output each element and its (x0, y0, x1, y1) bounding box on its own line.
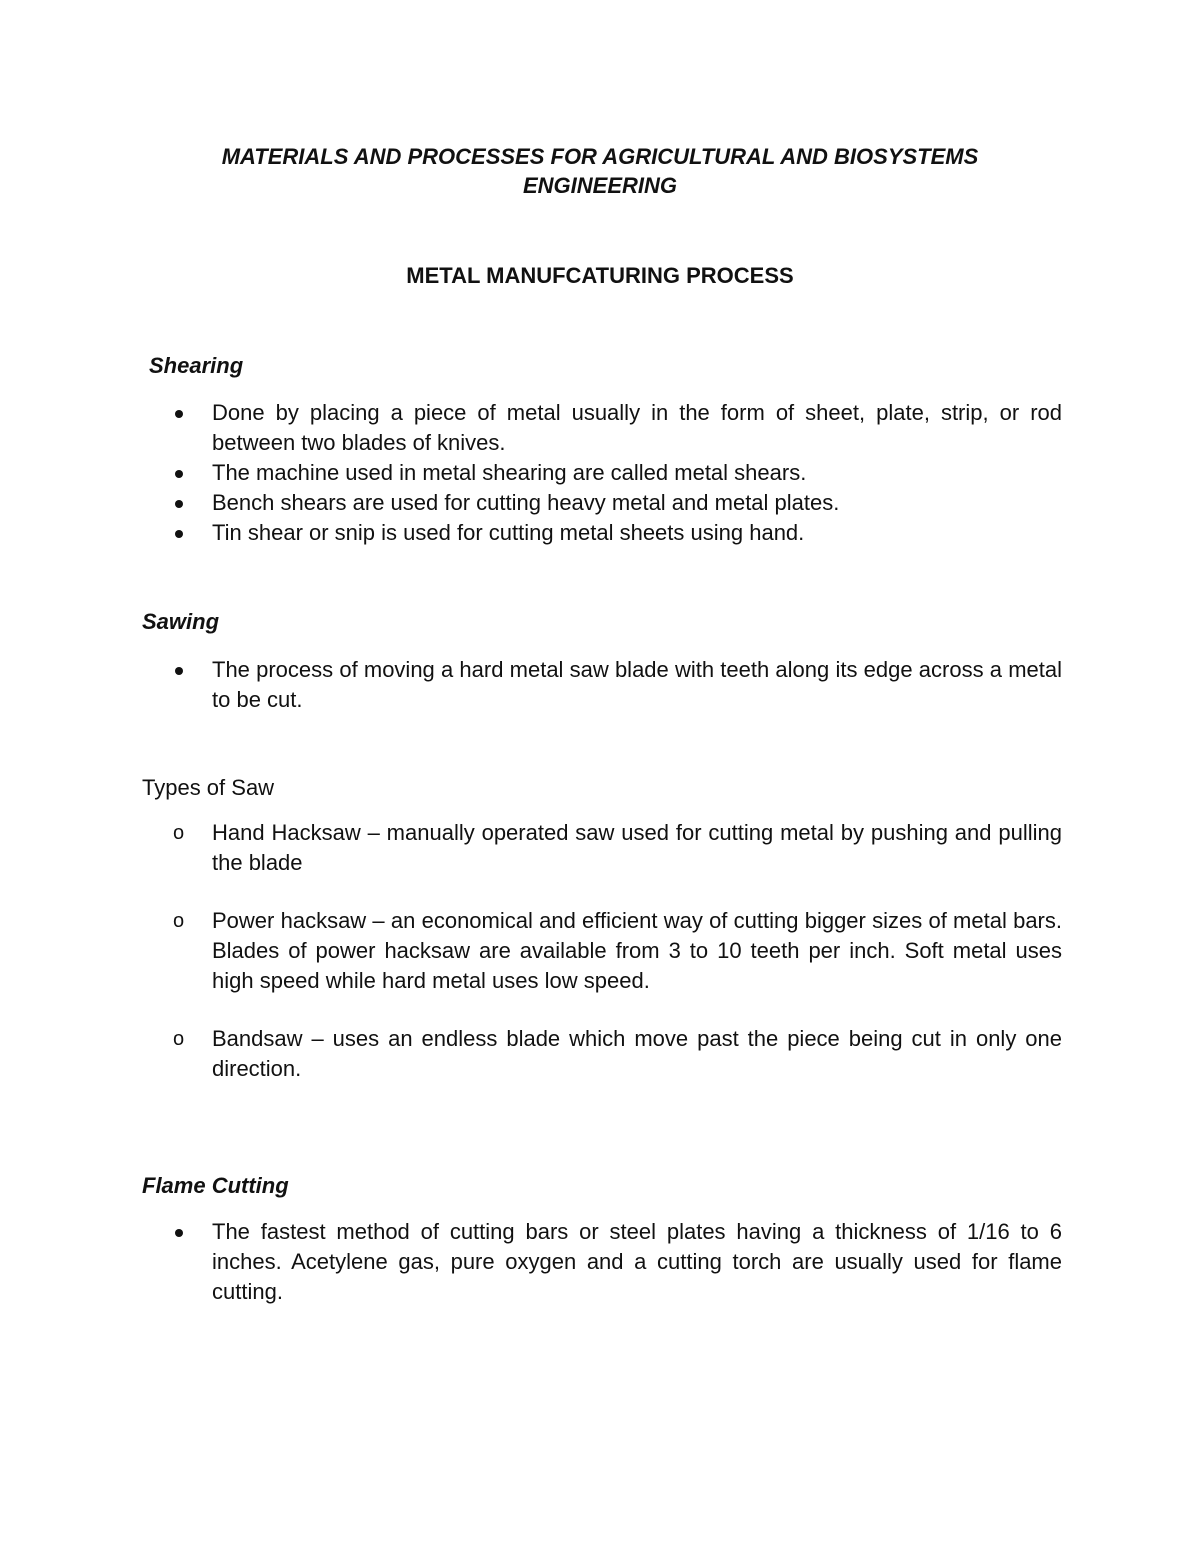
types-of-saw-list (164, 818, 1062, 1084)
document-title-line-1: MATERIALS AND PROCESSES FOR AGRICULTURAL AND BIOSYSTEMS (221, 144, 979, 169)
list-item: o Bandsaw – uses an endless blade which move past the piece being cut in only one direction. (173, 1026, 1062, 1081)
sawing-heading: Sawing (142, 609, 220, 634)
shearing-list (164, 398, 1062, 548)
list-item: Done by placing a piece of metal usually in the form of sheet, plate, strip, or rod between two blades of knives. (164, 398, 1062, 458)
flame-cutting-list (164, 1217, 1062, 1307)
list-item: o Hand Hacksaw – manually operated saw used for cutting metal by pushing and pulling the blade (173, 820, 1062, 875)
list-item: o Power hacksaw – an economical and efficient way of cutting bigger sizes of metal bars. Blades of power hacksaw are available from 3 to 10 teeth per inch. Soft metal uses high speed while hard metal uses low speed. (173, 908, 1062, 993)
bullet-icon (175, 500, 183, 508)
flame-cutting-heading: Flame Cutting (142, 1173, 289, 1198)
circle-bullet-icon: o (173, 910, 185, 932)
circle-bullet-icon: o (173, 1028, 185, 1050)
list-item: Bench shears are used for cutting heavy metal and metal plates. (164, 488, 1062, 518)
bullet-icon (175, 410, 183, 418)
sawing-list (164, 655, 1062, 715)
bullet-icon (175, 470, 183, 478)
list-item: The fastest method of cutting bars or steel plates having a thickness of 1/16 to 6 inches. Acetylene gas, pure oxygen and a cutting torch are usually used for flame cutting. (164, 1217, 1062, 1307)
document-title (140, 142, 1060, 200)
shearing-heading: Shearing (149, 353, 244, 378)
bullet-icon (175, 667, 183, 675)
types-of-saw-heading: Types of Saw (142, 775, 275, 800)
list-item: The process of moving a hard metal saw blade with teeth along its edge across a metal to be cut. (164, 655, 1062, 715)
list-item: Tin shear or snip is used for cutting metal sheets using hand. (164, 518, 1062, 548)
section-title: METAL MANUFCATURING PROCESS (406, 263, 794, 288)
bullet-icon (175, 530, 183, 538)
document-title-line-2: ENGINEERING (522, 173, 678, 198)
list-item: The machine used in metal shearing are called metal shears. (164, 458, 1062, 488)
circle-bullet-icon: o (173, 822, 185, 844)
bullet-icon (175, 1229, 183, 1237)
